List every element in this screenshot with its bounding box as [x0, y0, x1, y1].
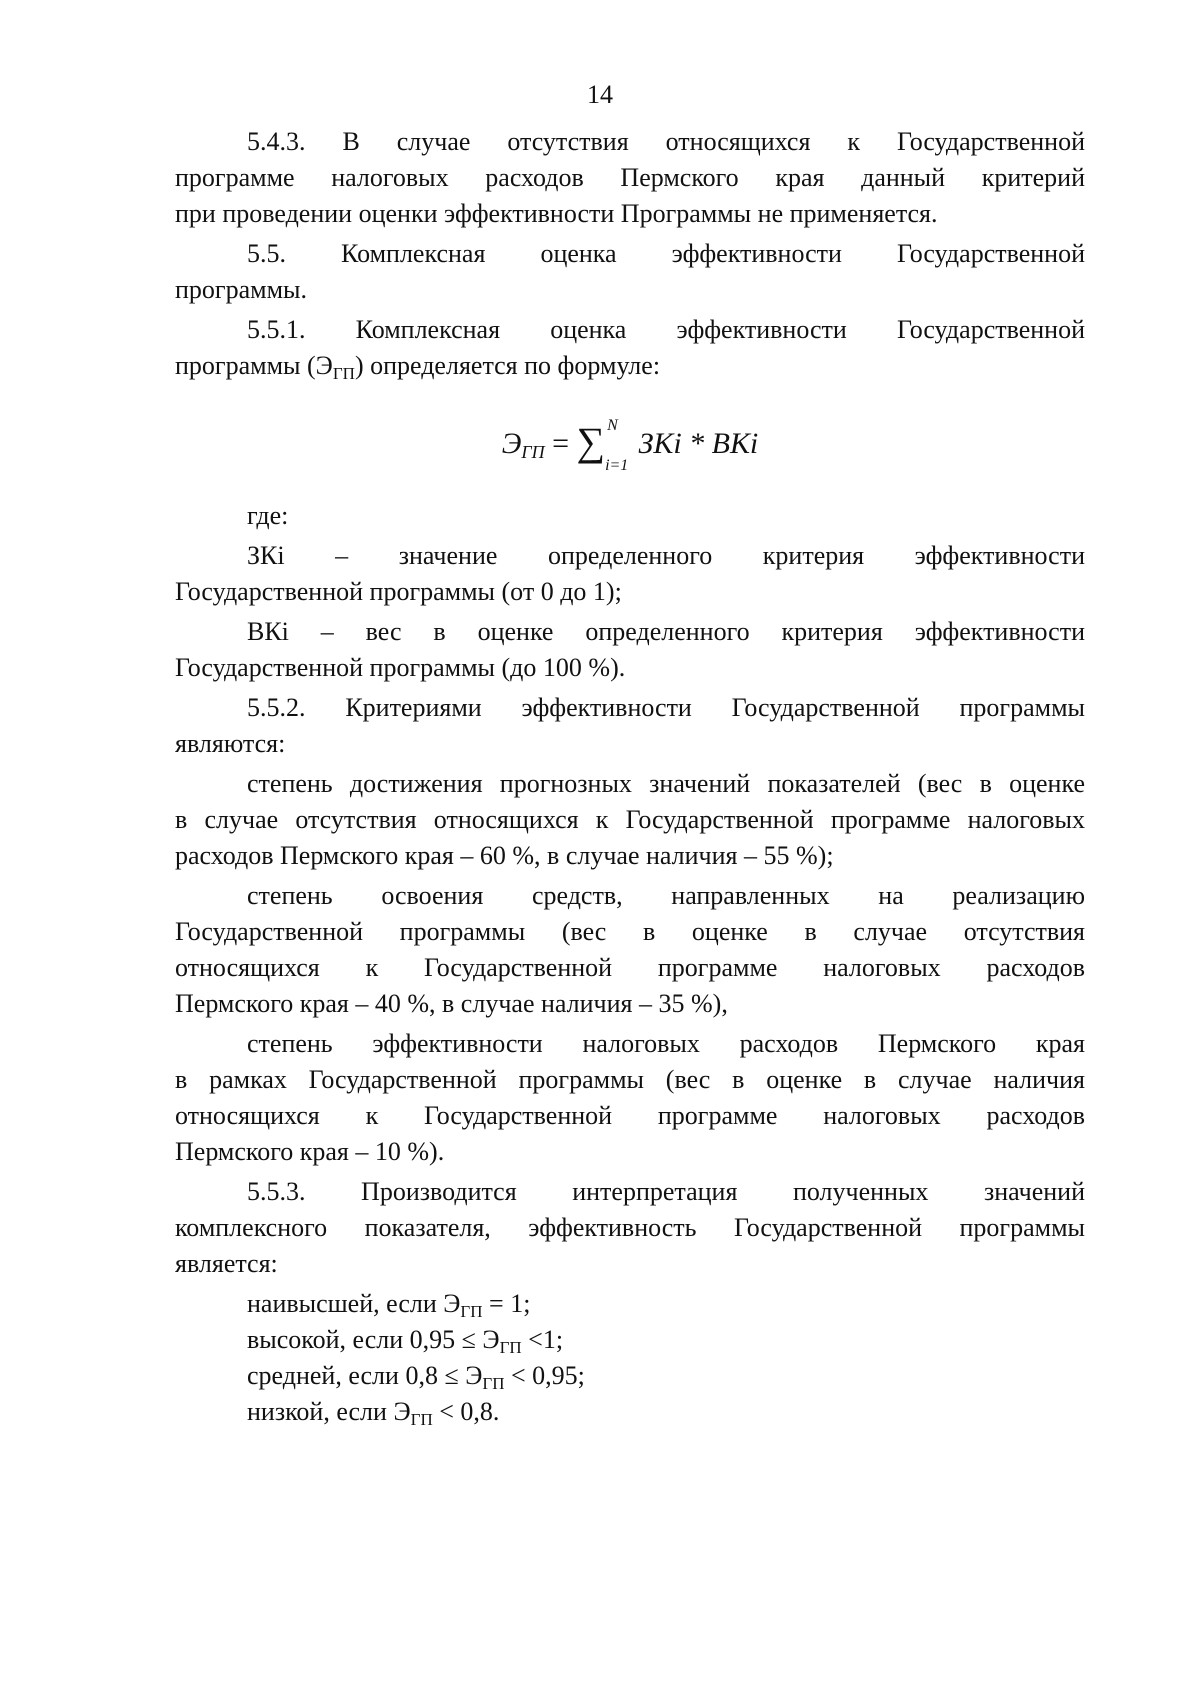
level-medium	[175, 1358, 1085, 1394]
formula-rhs: ЗКi * ВКi	[631, 427, 759, 460]
level-highest	[175, 1286, 1085, 1322]
text-line: комплексного показателя, эффективность Государственной программы	[175, 1213, 1085, 1242]
text-fragment: <1;	[521, 1325, 564, 1354]
subscript: ГП	[482, 1374, 505, 1393]
definition-zki	[175, 538, 1085, 610]
text-fragment: низкой, если Э	[247, 1397, 411, 1426]
text-fragment: = 1;	[482, 1289, 531, 1318]
subscript: ГП	[410, 1410, 433, 1429]
document-body	[175, 124, 1085, 1430]
text-line: программе налоговых расходов Пермского края данный критерий	[175, 163, 1085, 192]
text-line: является:	[175, 1249, 278, 1278]
subscript: ГП	[332, 364, 355, 383]
sum-upper-limit: N	[607, 417, 618, 435]
text-fragment: программы (Э	[175, 351, 333, 380]
efficiency-levels	[175, 1286, 1085, 1430]
paragraph-5-5	[175, 236, 1085, 308]
level-low	[175, 1394, 1085, 1430]
text-line: относящихся к Государственной программе налоговых расходов	[175, 953, 1085, 982]
text-line: расходов Пермского края – 60 %, в случае наличия – 55 %);	[175, 841, 834, 870]
text-fragment: ) определяется по формуле:	[354, 351, 661, 380]
text-line: степень освоения средств, направленных на реализацию	[247, 881, 1085, 910]
text-line: степень эффективности налоговых расходов Пермского края	[247, 1029, 1085, 1058]
paragraph-5-5-2	[175, 690, 1085, 762]
text-line: 5.5. Комплексная оценка эффективности Государственной	[247, 239, 1085, 268]
text-line: 5.4.3. В случае отсутствия относящихся к Государственной	[247, 127, 1085, 156]
text-fragment: высокой, если 0,95 ≤ Э	[247, 1325, 500, 1354]
text-line: Пермского края – 40 %, в случае наличия – 35 %),	[175, 989, 728, 1018]
formula-lhs-subscript: ГП	[521, 442, 545, 462]
criterion-funds	[175, 878, 1085, 1022]
text-line: Пермского края – 10 %).	[175, 1137, 445, 1166]
subscript: ГП	[499, 1338, 522, 1357]
text-line: программы.	[175, 275, 307, 304]
text-line: в рамках Государственной программы (вес в оценке в случае наличия	[175, 1065, 1085, 1094]
formula	[175, 400, 1085, 480]
where-label: где:	[247, 501, 289, 530]
paragraph-5-5-1	[175, 312, 1085, 384]
paragraph-5-4-3	[175, 124, 1085, 232]
text-line: 5.5.1. Комплексная оценка эффективности Государственной	[247, 315, 1085, 344]
text-fragment: средней, если 0,8 ≤ Э	[247, 1361, 483, 1390]
paragraph-5-5-3	[175, 1174, 1085, 1282]
level-high	[175, 1322, 1085, 1358]
text-line: Государственной программы (до 100 %).	[175, 653, 626, 682]
criterion-forecast	[175, 766, 1085, 874]
text-line: 5.5.2. Критериями эффективности Государственной программы	[247, 693, 1085, 722]
sum-lower-limit: i=1	[605, 457, 629, 475]
subscript: ГП	[460, 1302, 483, 1321]
text-line: ЗКi – значение определенного критерия эффективности	[247, 541, 1085, 570]
text-line: являются:	[175, 729, 286, 758]
sum-symbol: ∑	[576, 419, 606, 464]
text-line: Государственной программы (вес в оценке в случае отсутствия	[175, 917, 1085, 946]
text-line: Государственной программы (от 0 до 1);	[175, 577, 622, 606]
text-line	[175, 348, 1085, 384]
text-line: степень достижения прогнозных значений показателей (вес в оценке	[247, 769, 1085, 798]
text-line: относящихся к Государственной программе налоговых расходов	[175, 1101, 1085, 1130]
sum-limits	[605, 416, 631, 476]
text-line: ВКi – вес в оценке определенного критерия эффективности	[247, 617, 1085, 646]
formula-equals: =	[544, 427, 577, 460]
text-fragment: < 0,95;	[504, 1361, 585, 1390]
text-fragment: < 0,8.	[432, 1397, 500, 1426]
formula-lhs: Э	[501, 427, 522, 460]
text-line: 5.5.3. Производится интерпретация полученных значений	[247, 1177, 1085, 1206]
text-fragment: наивысшей, если Э	[247, 1289, 461, 1318]
text-line: в случае отсутствия относящихся к Государственной программе налоговых	[175, 805, 1085, 834]
definition-vki	[175, 614, 1085, 686]
page-number: 14	[587, 80, 613, 109]
criterion-tax-expenses	[175, 1026, 1085, 1170]
text-line: при проведении оценки эффективности Программы не применяется.	[175, 199, 938, 228]
